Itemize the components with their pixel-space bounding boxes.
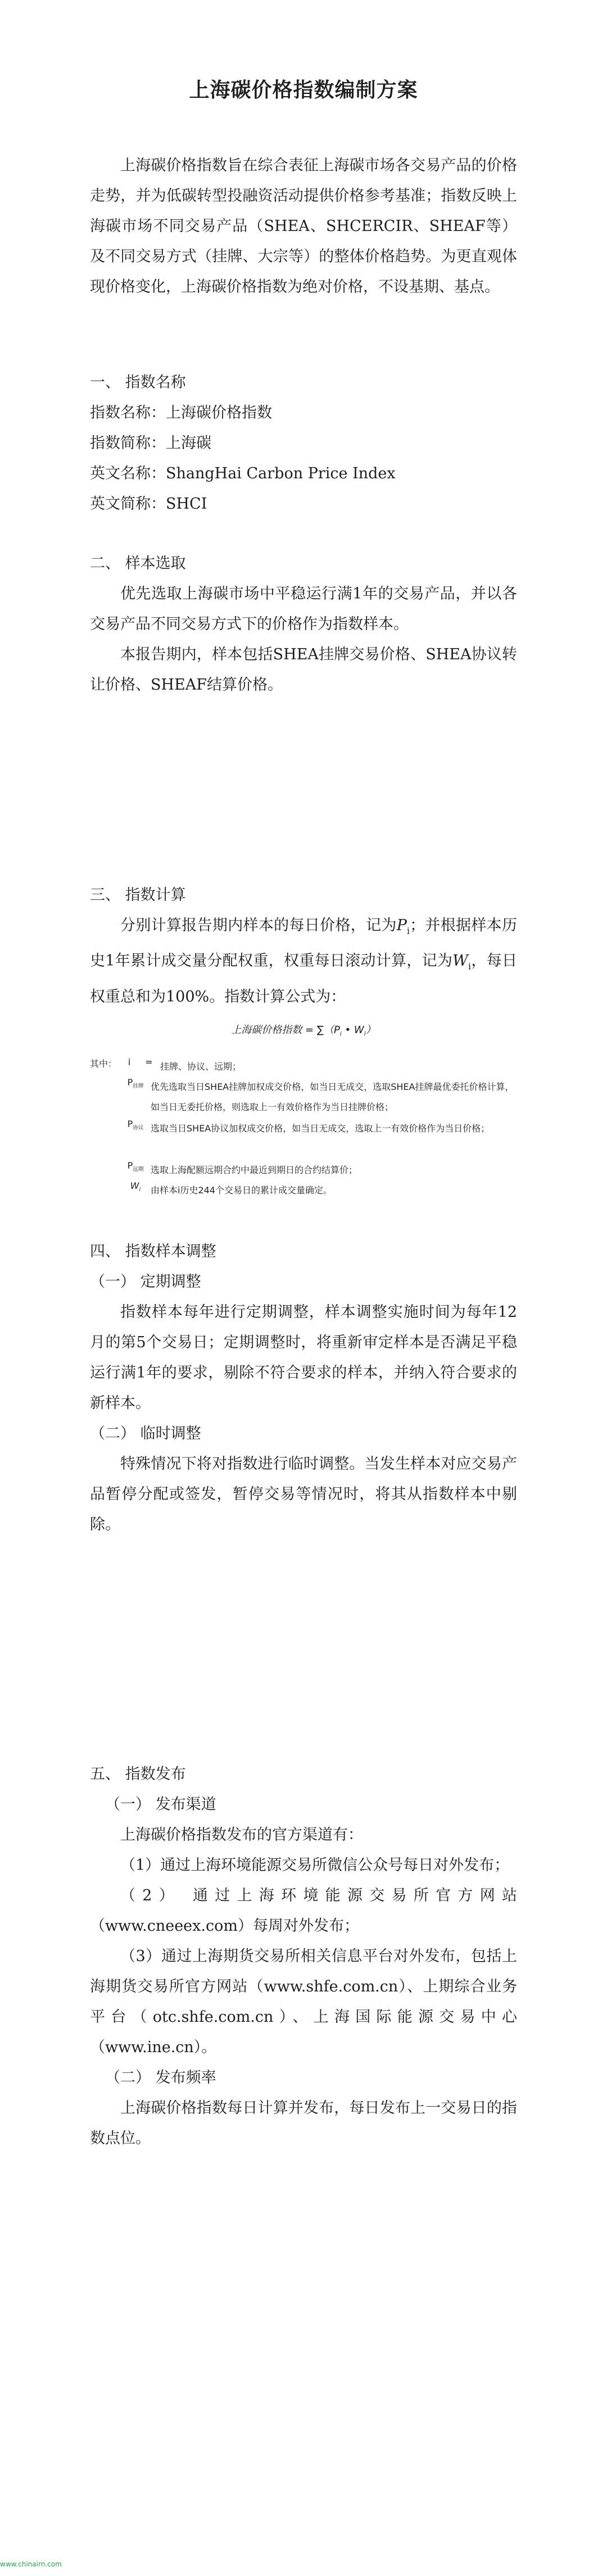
- intro-paragraph: 上海碳价格指数旨在综合表征上海碳市场各交易产品的价格走势，并为低碳转型投融资活动提供价格参考基准；指数反映上海碳市场不同交易产品（SHEA、SHCERCIR、SHEAF等）及不同交易方式（挂牌、大宗等）的整体价格趋势。为更直观体现价格变化，上海碳价格指数为绝对价格，不设基期、基点。: [90, 157, 517, 296]
- section4-paragraph-1: 指数样本每年进行定期调整，样本调整实施时间为每年12月的第5个交易日；定期调整时，将重新审定样本是否满足平稳运行满1年的要求，剔除不符合要求的样本，并纳入符合要求的新样本。: [90, 1303, 517, 1412]
- section-index-release: [90, 1759, 517, 2154]
- document-title: 上海碳价格指数编制方案: [189, 78, 418, 102]
- source-watermark: www.chinairn.com: [0, 2560, 62, 2568]
- note-symbol: $P_{协议}$: [127, 1119, 144, 1131]
- note-symbol: $P_{挂牌}$: [127, 1077, 144, 1090]
- section2-heading: 二、 样本选取: [90, 555, 186, 572]
- section3-paragraph: 分别计算报告期内样本的每日价格，记为$P_i$；并根据样本历史1年累计成交量分配权重，权重每日滚动计算，记为$W_i$，每日权重总和为100%。指数计算公式为：: [90, 917, 518, 1006]
- section5-heading: 五、 指数发布: [90, 1765, 186, 1783]
- notes-label: 其中：: [90, 1058, 117, 1069]
- index-english-abbr: 英文简称：SHCI: [90, 495, 207, 513]
- section5-sub2: （二） 发布频率: [105, 2069, 216, 2086]
- section4-heading: 四、 指数样本调整: [90, 1243, 216, 1260]
- section5-paragraph-2: 上海碳价格指数每日计算并发布，每日发布上一交易日的指数点位。: [90, 2099, 517, 2147]
- note-text: 挂牌、协议、远期；: [160, 1061, 242, 1072]
- channel-shfe: （3）通过上海期货交易所相关信息平台对外发布，包括上海期货交易所官方网站（www.shfe.com.cn）、上期综合业务平台（otc.shfe.com.cn）、上海国际能源交易中心（www.ine.cn）。: [90, 1948, 517, 2056]
- note-text: 选取当日SHEA协议加权成交价格，如当日无成交，选取上一有效价格作为当日价格；: [151, 1123, 490, 1134]
- index-formula: 上海碳价格指数 = $\sum(P_i$ • $W_i$）: [231, 1024, 376, 1038]
- section-index-calculation: [90, 880, 517, 1012]
- note-text: 优先选取当日SHEA挂牌加权成交价格，如当日无成交，选取SHEA挂牌最优委托价格计算，如当日无委托价格，则选取上一有效价格作为当日挂牌价格；: [151, 1081, 514, 1112]
- intro-section: [90, 151, 517, 302]
- index-full-name: 指数名称：上海碳价格指数: [90, 404, 272, 422]
- section5-sub1: （一） 发布渠道: [105, 1796, 216, 1813]
- note-symbol: i: [128, 1057, 131, 1067]
- channel-website-line2: （www.cneeex.com）每周对外发布；: [90, 1917, 359, 1935]
- note-text: 由样本i历史244个交易日的累计成交量确定。: [151, 1185, 332, 1196]
- channel-website-line1: （2） 通过上海环境能源交易所官方网站: [120, 1887, 517, 1904]
- note-equals: =: [145, 1057, 153, 1067]
- section5-paragraph-0: 上海碳价格指数发布的官方渠道有：: [120, 1826, 363, 1844]
- index-english-name: 英文名称：ShangHai Carbon Price Index: [90, 465, 396, 482]
- note-symbol: $P_{远期}$: [127, 1160, 144, 1173]
- note-text: 选取上海配额远期合约中最近到期日的合约结算价；: [151, 1165, 358, 1175]
- channel-wechat: （1）通过上海环境能源交易所微信公众号每日对外发布；: [120, 1857, 510, 1874]
- section2-paragraph-1: 优先选取上海碳市场中平稳运行满1年的交易产品，并以各交易产品不同交易方式下的价格作为指数样本。: [90, 585, 517, 633]
- note-symbol: $W_i$: [130, 1180, 141, 1193]
- section4-sub1: （一） 定期调整: [90, 1273, 201, 1291]
- index-short-name: 指数简称：上海碳: [90, 434, 211, 452]
- section3-heading: 三、 指数计算: [90, 886, 186, 904]
- section-index-name: [90, 368, 517, 519]
- section4-sub2: （二） 临时调整: [90, 1425, 201, 1442]
- section-sample-selection: [90, 549, 517, 700]
- section1-heading: 一、 指数名称: [90, 374, 186, 391]
- section2-paragraph-2: 本报告期内，样本包括SHEA挂牌交易价格、SHEA协议转让价格、SHEAF结算价格。: [90, 646, 517, 694]
- section4-paragraph-2: 特殊情况下将对指数进行临时调整。当发生样本对应交易产品暂停分配或签发，暂停交易等情况时，将其从指数样本中剔除。: [90, 1455, 517, 1533]
- section-sample-adjustment: [90, 1237, 517, 1540]
